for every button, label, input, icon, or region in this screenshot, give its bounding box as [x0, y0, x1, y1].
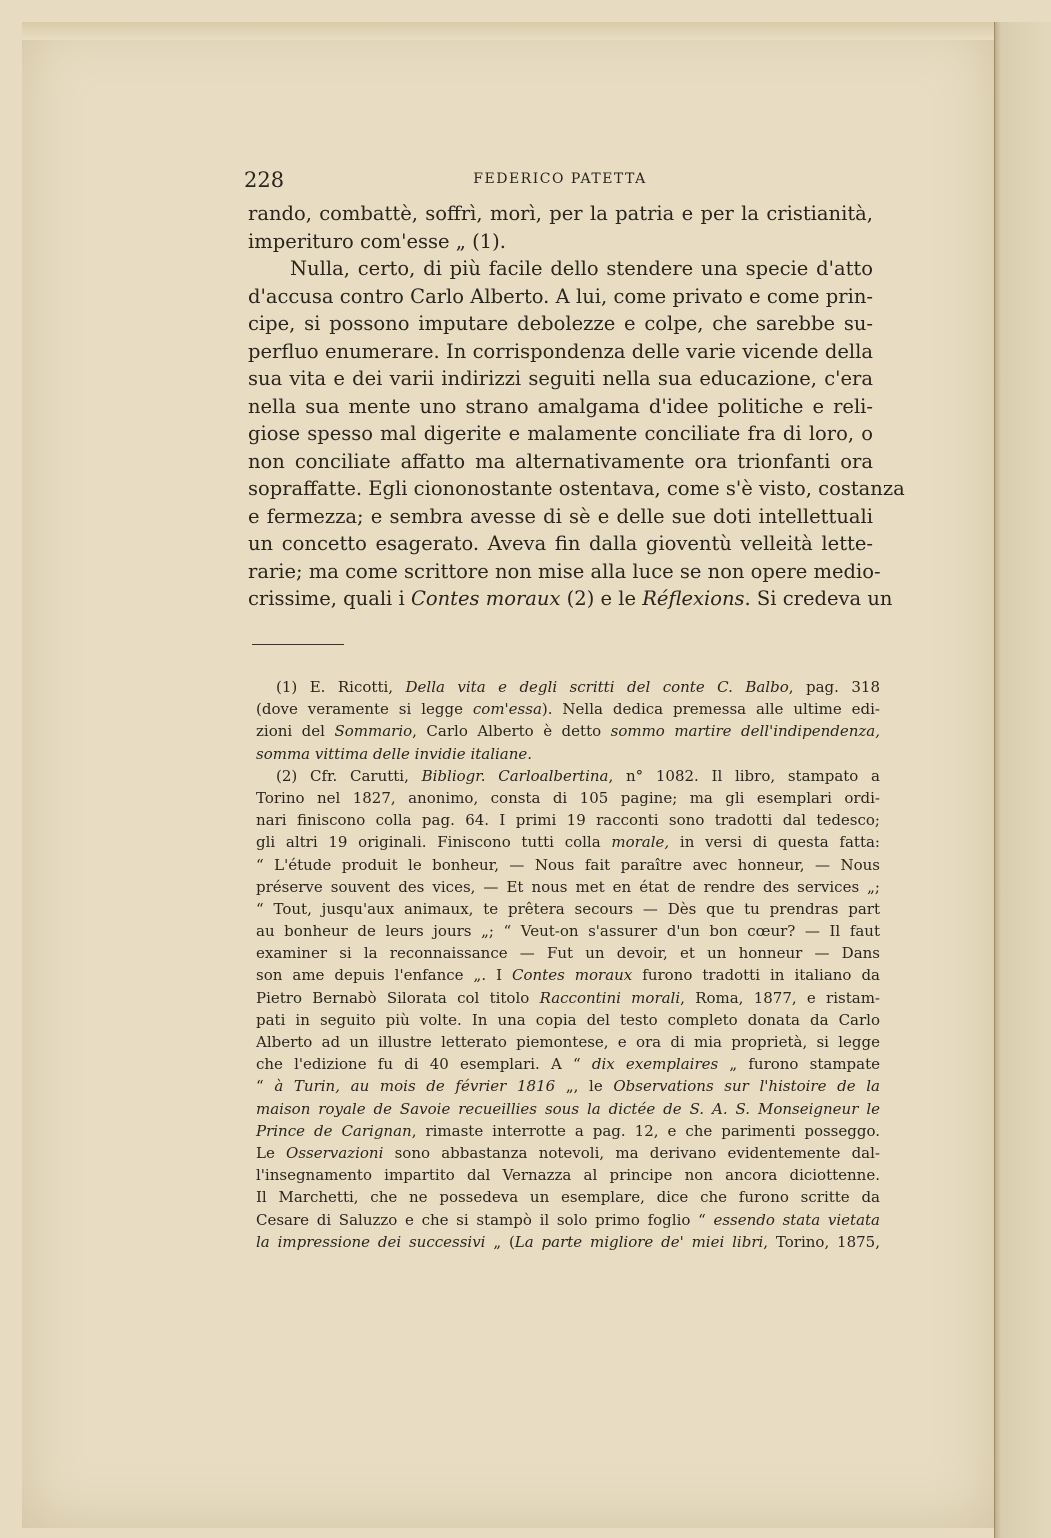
page-number: 228 — [244, 168, 285, 192]
footnote-line: gli altri 19 originali. Finiscono tutti colla morale, in versi di questa fatta: — [256, 833, 880, 852]
text-line: sua vita e dei varii indirizzi seguiti nella sua educazione, c'era — [248, 367, 873, 390]
footnote-line: (1) E. Ricotti, Della vita e degli scritti del conte C. Balbo, pag. 318 — [276, 678, 880, 696]
text-line: rarie; ma come scrittore non mise alla luce se non opere medio- — [248, 559, 881, 583]
page-top-edge — [22, 22, 994, 40]
footnote-line: (dove veramente si legge com'essa). Nella dedica premessa alle ultime edi- — [256, 700, 880, 719]
footnote-line: (2) Cfr. Carutti, Bibliogr. Carloalbertina, n° 1082. Il libro, stampato a — [276, 766, 880, 785]
footnote-line: examiner si la reconnaissance — Fut un devoir, et un honneur — Dans — [256, 944, 880, 963]
footnote-line: “ Tout, jusqu'aux animaux, te prêtera secours — Dès que tu prendras part — [256, 899, 880, 918]
footnote-line: maison royale de Savoie recueillies sous la dictée de S. A. S. Monseigneur le — [256, 1099, 880, 1118]
text-line: imperituro com'esse „ (1). — [248, 229, 506, 253]
footnote-line: zioni del Sommario, Carlo Alberto è detto sommo martire dell'indipendenza, — [256, 722, 880, 741]
text-line: sopraffatte. Egli ciononostante ostentava, come s'è visto, costanza — [248, 477, 905, 500]
footnote-line: pati in seguito più volte. In una copia del testo completo donata da Carlo — [256, 1010, 880, 1029]
text-line: crissime, quali i Contes moraux (2) e le Réflexions. Si credeva un — [248, 587, 893, 610]
text-line: rando, combattè, soffrì, morì, per la patria e per la cristianità, — [248, 202, 873, 225]
text-line: nella sua mente uno strano amalgama d'idee politiche e reli- — [248, 394, 873, 418]
main-text — [248, 200, 905, 613]
footnote-line: somma vittima delle invidie italiane. — [256, 744, 533, 763]
footnote-line: Torino nel 1827, anonimo, consta di 105 pagine; ma gli esemplari ordi- — [256, 788, 880, 807]
footnote-line: l'insegnamento impartito dal Vernazza al principe non ancora diciottenne. — [256, 1166, 880, 1185]
footnote-line: “ L'étude produit le bonheur, — Nous fait paraître avec honneur, — Nous — [256, 855, 880, 874]
text-line: d'accusa contro Carlo Alberto. A lui, come privato e come prin- — [248, 284, 873, 308]
footnote-line: Il Marchetti, che ne possedeva un esemplare, dice che furono scritte da — [256, 1188, 880, 1207]
footnote-line: Cesare di Saluzzo e che si stampò il solo primo foglio “ essendo stata vietata — [256, 1210, 880, 1229]
footnote-line: son ame depuis l'enfance „. I Contes moraux furono tradotti in italiano da — [256, 966, 880, 985]
footnote-line: che l'edizione fu di 40 esemplari. A “ dix exemplaires „ furono stampate — [256, 1055, 880, 1074]
footnote-line: “ à Turin, au mois de février 1816 „, le Observations sur l'histoire de la — [256, 1077, 880, 1096]
footnote-line: Prince de Carignan, rimaste interrotte a pag. 12, e che parimenti posseggo. — [256, 1121, 880, 1140]
facing-page-edge — [994, 22, 1051, 1538]
footnote-line: la impressione dei successivi „ (La parte migliore de' miei libri, Torino, 1875, — [256, 1232, 880, 1251]
footnote-line: nari finiscono colla pag. 64. I primi 19 racconti sono tradotti dal tedesco; — [256, 811, 880, 830]
text-line: giose spesso mal digerite e malamente conciliate fra di loro, o — [248, 422, 873, 445]
footnote-line: Pietro Bernabò Silorata col titolo Raccontini morali, Roma, 1877, e ristam- — [256, 988, 880, 1007]
footnote-line: Le Osservazioni sono abbastanza notevoli, ma derivano evidentemente dal- — [256, 1143, 880, 1162]
text-line: non conciliate affatto ma alternativamente ora trionfanti ora — [248, 449, 873, 473]
footnotes — [256, 676, 880, 1253]
text-line: e fermezza; e sembra avesse di sè e delle sue doti intellettuali — [248, 504, 873, 528]
text-line: Nulla, certo, di più facile dello stendere una specie d'atto — [290, 257, 873, 280]
text-line: cipe, si possono imputare debolezze e colpe, che sarebbe su- — [248, 312, 873, 335]
running-title: FEDERICO PATETTA — [473, 171, 647, 187]
footnote-line: Alberto ad un illustre letterato piemontese, e ora di mia proprietà, si legge — [256, 1033, 880, 1051]
text-line: perfluo enumerare. In corrispondenza delle varie vicende della — [248, 339, 873, 363]
page-header — [244, 168, 876, 192]
text-line: un concetto esagerato. Aveva fin dalla gioventù velleità lette- — [248, 532, 873, 555]
footnote-line: préserve souvent des vices, — Et nous met en état de rendre des services „; — [256, 877, 880, 896]
footnote-line: au bonheur de leurs jours „; “ Veut-on s'assurer d'un bon cœur? — Il faut — [256, 922, 880, 941]
footnote-separator — [252, 644, 344, 645]
